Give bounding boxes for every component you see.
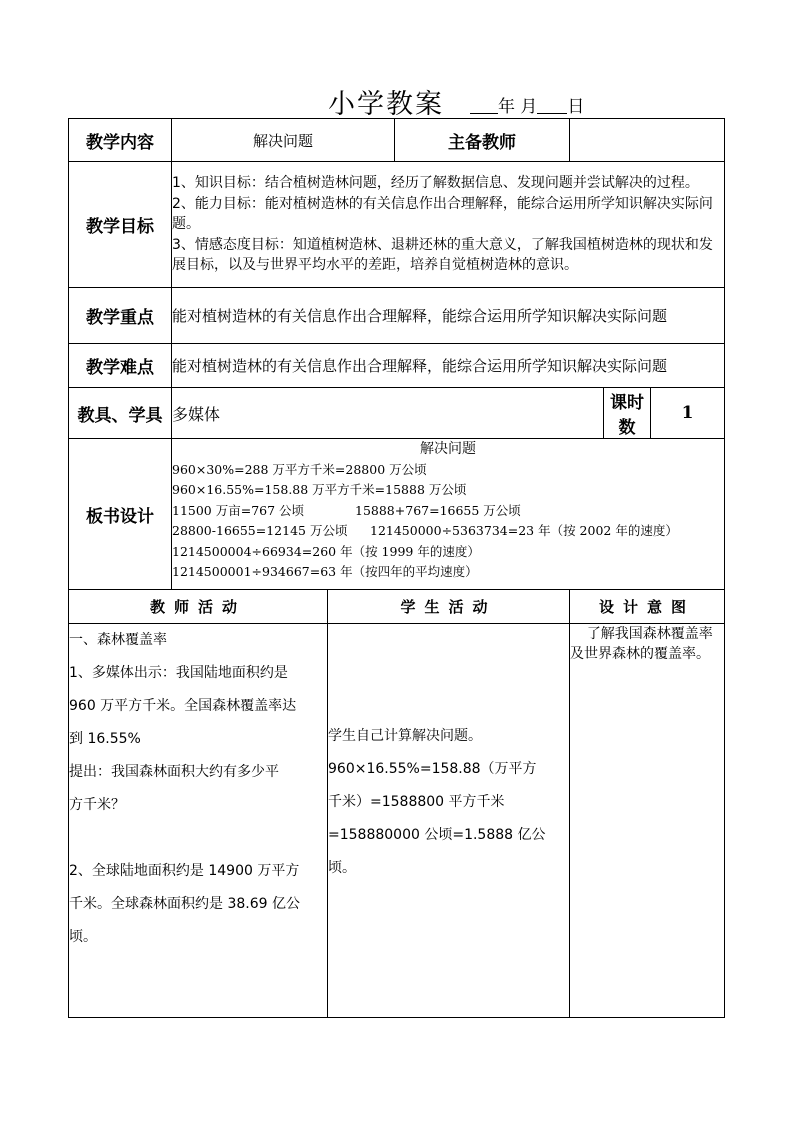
teacher-line: 顷。 bbox=[69, 929, 97, 945]
tools-label: 教具、学具 bbox=[69, 388, 172, 439]
teacher-line: 提出：我国森林面积大约有多少平 bbox=[69, 764, 279, 780]
key-points-value: 能对植树造林的有关信息作出合理解释，能综合运用所学知识解决实际问题 bbox=[172, 288, 725, 344]
student-activity-cell bbox=[328, 624, 570, 1018]
page-title: 小学教案 bbox=[328, 89, 444, 120]
board-line: 121450000÷5363734=23 年（按 2002 年的速度） bbox=[370, 523, 678, 538]
date-line bbox=[470, 92, 584, 117]
teacher-activity-cell bbox=[69, 624, 328, 1018]
tools-value: 多媒体 bbox=[172, 388, 604, 439]
content-label: 教学内容 bbox=[69, 119, 172, 162]
hours-value: 1 bbox=[651, 388, 725, 439]
teacher-line: 一、森林覆盖率 bbox=[69, 632, 167, 648]
board-line: 11500 万亩=767 公顷 bbox=[172, 502, 305, 518]
student-line: 960×16.55%=158.88（万平方 bbox=[328, 761, 537, 777]
teacher-line: 方千米？ bbox=[69, 797, 125, 813]
goal-item: 3、情感态度目标：知道植树造林、退耕还林的重大意义，了解我国植树造林的现状和发展目标，以及与世界平均水平的差距，培养自觉植树造林的意识。 bbox=[172, 236, 713, 274]
goal-item: 1、知识目标：结合植树造林问题，经历了解数据信息、发现问题并尝试解决的过程。 bbox=[172, 175, 699, 192]
content-value: 解决问题 bbox=[172, 119, 395, 162]
content-row bbox=[69, 119, 725, 162]
board-label: 板书设计 bbox=[69, 439, 172, 590]
student-line: 顷。 bbox=[328, 860, 356, 876]
title-row bbox=[0, 82, 794, 122]
year-blank bbox=[470, 99, 498, 114]
goal-item: 2、能力目标：能对植树造林的有关信息作出合理解释，能综合运用所学知识解决实际问题。 bbox=[172, 195, 713, 233]
board-title: 解决问题 bbox=[420, 441, 477, 457]
board-line-pair bbox=[172, 501, 724, 522]
teacher-line: 千米。全球森林面积约是 38.69 亿公 bbox=[69, 896, 300, 912]
lesson-plan-table bbox=[68, 118, 725, 1018]
activity-header-row bbox=[69, 590, 725, 624]
hours-label: 课时数 bbox=[604, 388, 651, 439]
difficulties-label: 教学难点 bbox=[69, 344, 172, 388]
board-content bbox=[172, 439, 725, 590]
key-points-label: 教学重点 bbox=[69, 288, 172, 344]
difficulties-row bbox=[69, 344, 725, 388]
board-line: 28800-16655=12145 万公顷 bbox=[172, 523, 348, 538]
student-spacer bbox=[328, 624, 569, 720]
board-line: 15888+767=16655 万公顷 bbox=[355, 502, 521, 518]
teacher-line: 960 万平方千米。全国森林覆盖率达 bbox=[69, 698, 297, 714]
day-blank bbox=[537, 99, 567, 114]
teacher-line-blank bbox=[69, 822, 327, 855]
teacher-line: 1、多媒体出示：我国陆地面积约是 bbox=[69, 665, 288, 681]
goals-row bbox=[69, 162, 725, 288]
year-label: 年 bbox=[498, 97, 515, 117]
board-line: 960×16.55%=158.88 万平方千米=15888 万公顷 bbox=[172, 482, 467, 497]
day-label: 日 bbox=[567, 97, 585, 117]
board-line: 1214500001÷934667=63 年（按四年的平均速度） bbox=[172, 564, 478, 579]
board-row bbox=[69, 439, 725, 590]
month-label: 月 bbox=[520, 97, 538, 117]
board-line: 1214500004÷66934=260 年（按 1999 年的速度） bbox=[172, 543, 480, 559]
student-line: =158880000 公顷=1.5888 亿公 bbox=[328, 827, 546, 843]
teacher-line: 到 16.55% bbox=[69, 731, 141, 747]
student-activity-header: 学生活动 bbox=[328, 590, 570, 624]
key-points-row bbox=[69, 288, 725, 344]
design-intent-cell: 了解我国森林覆盖率及世界森林的覆盖率。 bbox=[570, 624, 725, 1018]
teacher-line: 2、全球陆地面积约是 14900 万平方 bbox=[69, 863, 300, 879]
teacher-value bbox=[570, 119, 725, 162]
board-line: 960×30%=288 万平方千米=28800 万公顷 bbox=[172, 461, 427, 477]
board-line-pair bbox=[172, 521, 724, 542]
student-line: 学生自己计算解决问题。 bbox=[328, 728, 482, 744]
goals-label: 教学目标 bbox=[69, 162, 172, 288]
difficulties-value: 能对植树造林的有关信息作出合理解释，能综合运用所学知识解决实际问题 bbox=[172, 344, 725, 388]
teacher-activity-header: 教师活动 bbox=[69, 590, 328, 624]
teacher-label: 主备教师 bbox=[395, 119, 570, 162]
student-line: 千米）=1588800 平方千米 bbox=[328, 794, 505, 810]
tools-row bbox=[69, 388, 725, 439]
goals-content bbox=[172, 162, 725, 288]
activity-body-row bbox=[69, 624, 725, 1018]
design-intent-header: 设计意图 bbox=[570, 590, 725, 624]
